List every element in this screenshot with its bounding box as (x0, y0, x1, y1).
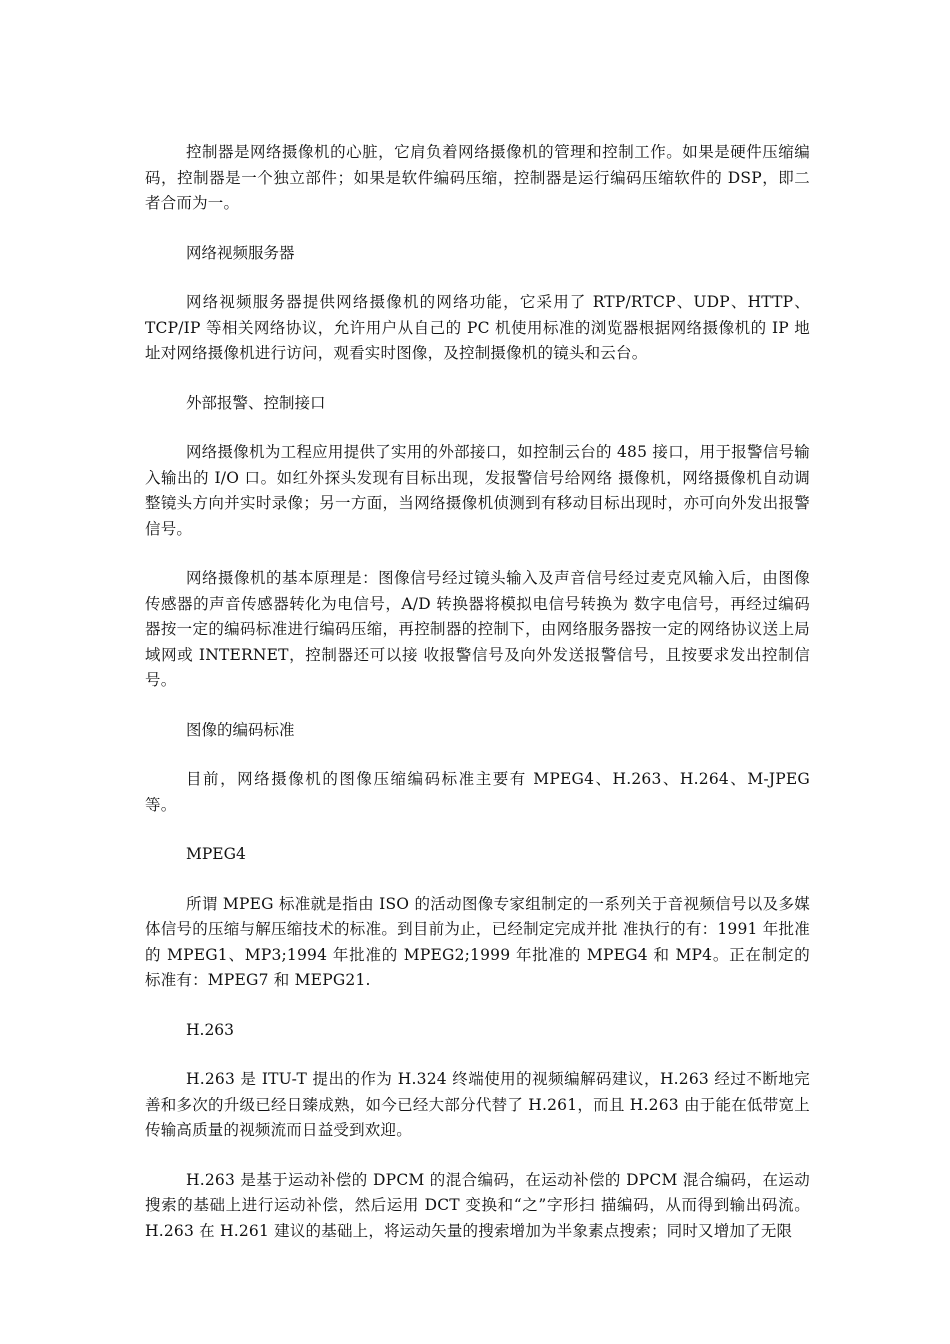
spacer (145, 818, 810, 842)
heading-encoding-standards: 图像的编码标准 (186, 720, 295, 739)
spacer (145, 1043, 810, 1067)
paragraph-external-interface: 网络摄像机为工程应用提供了实用的外部接口，如控制云台的 485 接口，用于报警信号输入输出的 I/O 口。如红外探头发现有目标出现，发报警信号给网络 摄像机，网络摄像机自动调整镜头方向并实时录像；另一方面，当网络摄像机侦测到有移动目标出现时，亦可向外发出报警信号。 (145, 443, 810, 538)
spacer (145, 542, 810, 566)
heading-network-video-server: 网络视频服务器 (186, 243, 295, 262)
spacer (145, 367, 810, 391)
heading-mpeg4: MPEG4 (186, 845, 246, 863)
spacer (145, 217, 810, 241)
spacer (145, 266, 810, 290)
spacer (145, 1144, 810, 1168)
paragraph-controller: 控制器是网络摄像机的心脏，它肩负着网络摄像机的管理和控制工作。如果是硬件压缩编码，控制器是一个独立部件；如果是软件编码压缩，控制器是运行编码压缩软件的 DSP，即二者合而为一。 (145, 143, 810, 212)
paragraph-h263-detail: H.263 是基于运动补偿的 DPCM 的混合编码，在运动补偿的 DPCM 混合编码，在运动搜索的基础上进行运动补偿，然后运用 DCT 变换和“之”字形扫 描编码，从而得到输出码流。H.263 在 H.261 建议的基础上，将运动矢量的搜索增加为半象素点搜索；同时又增加了无限 (145, 1170, 810, 1240)
heading-h263: H.263 (186, 1020, 235, 1039)
spacer (145, 694, 810, 718)
spacer (145, 743, 810, 767)
paragraph-basic-principle: 网络摄像机的基本原理是：图像信号经过镜头输入及声音信号经过麦克风输入后，由图像传感器的声音传感器转化为电信号，A/D 转换器将模拟电信号转换为 数字电信号，再经过编码器按一定的编码标准进行编码压缩，再控制器的控制下，由网络服务器按一定的网络协议送上局域网或 INTERNET，控制器还可以接 收报警信号及向外发送报警信号，且按要求发出控制信号。 (145, 569, 810, 689)
paragraph-encoding-standards: 目前，网络摄像机的图像压缩编码标准主要有 MPEG4、H.263、H.264、M-JPEG 等。 (145, 770, 810, 814)
spacer (145, 416, 810, 440)
paragraph-network-video-server: 网络视频服务器提供网络摄像机的网络功能，它采用了 RTP/RTCP、UDP、HTTP、TCP/IP 等相关网络协议，允许用户从自己的 PC 机使用标准的浏览器根据网络摄像机的 IP 地址对网络摄像机进行访问，观看实时图像，及控制摄像机的镜头和云台。 (145, 293, 810, 362)
spacer (145, 994, 810, 1018)
paragraph-h263-intro: H.263 是 ITU-T 提出的作为 H.324 终端使用的视频编解码建议，H.263 经过不断地完善和多次的升级已经日臻成熟，如今已经大部分代替了 H.261，而且 H.263 由于能在低带宽上传输高质量的视频流而日益受到欢迎。 (145, 1070, 810, 1139)
spacer (145, 868, 810, 892)
paragraph-mpeg: 所谓 MPEG 标准就是指由 ISO 的活动图像专家组制定的一系列关于音视频信号以及多媒体信号的压缩与解压缩技术的标准。到目前为止，已经制定完成并批 准执行的有：1991 年批准的 MPEG1、MP3;1994 年批准的 MPEG2;1999 年批准的 MPEG4 和 MP4。正在制定的标准有：MPEG7 和 MEPG21. (145, 894, 810, 989)
document-page (145, 140, 810, 1244)
heading-alarm-control-interface: 外部报警、控制接口 (186, 393, 326, 412)
